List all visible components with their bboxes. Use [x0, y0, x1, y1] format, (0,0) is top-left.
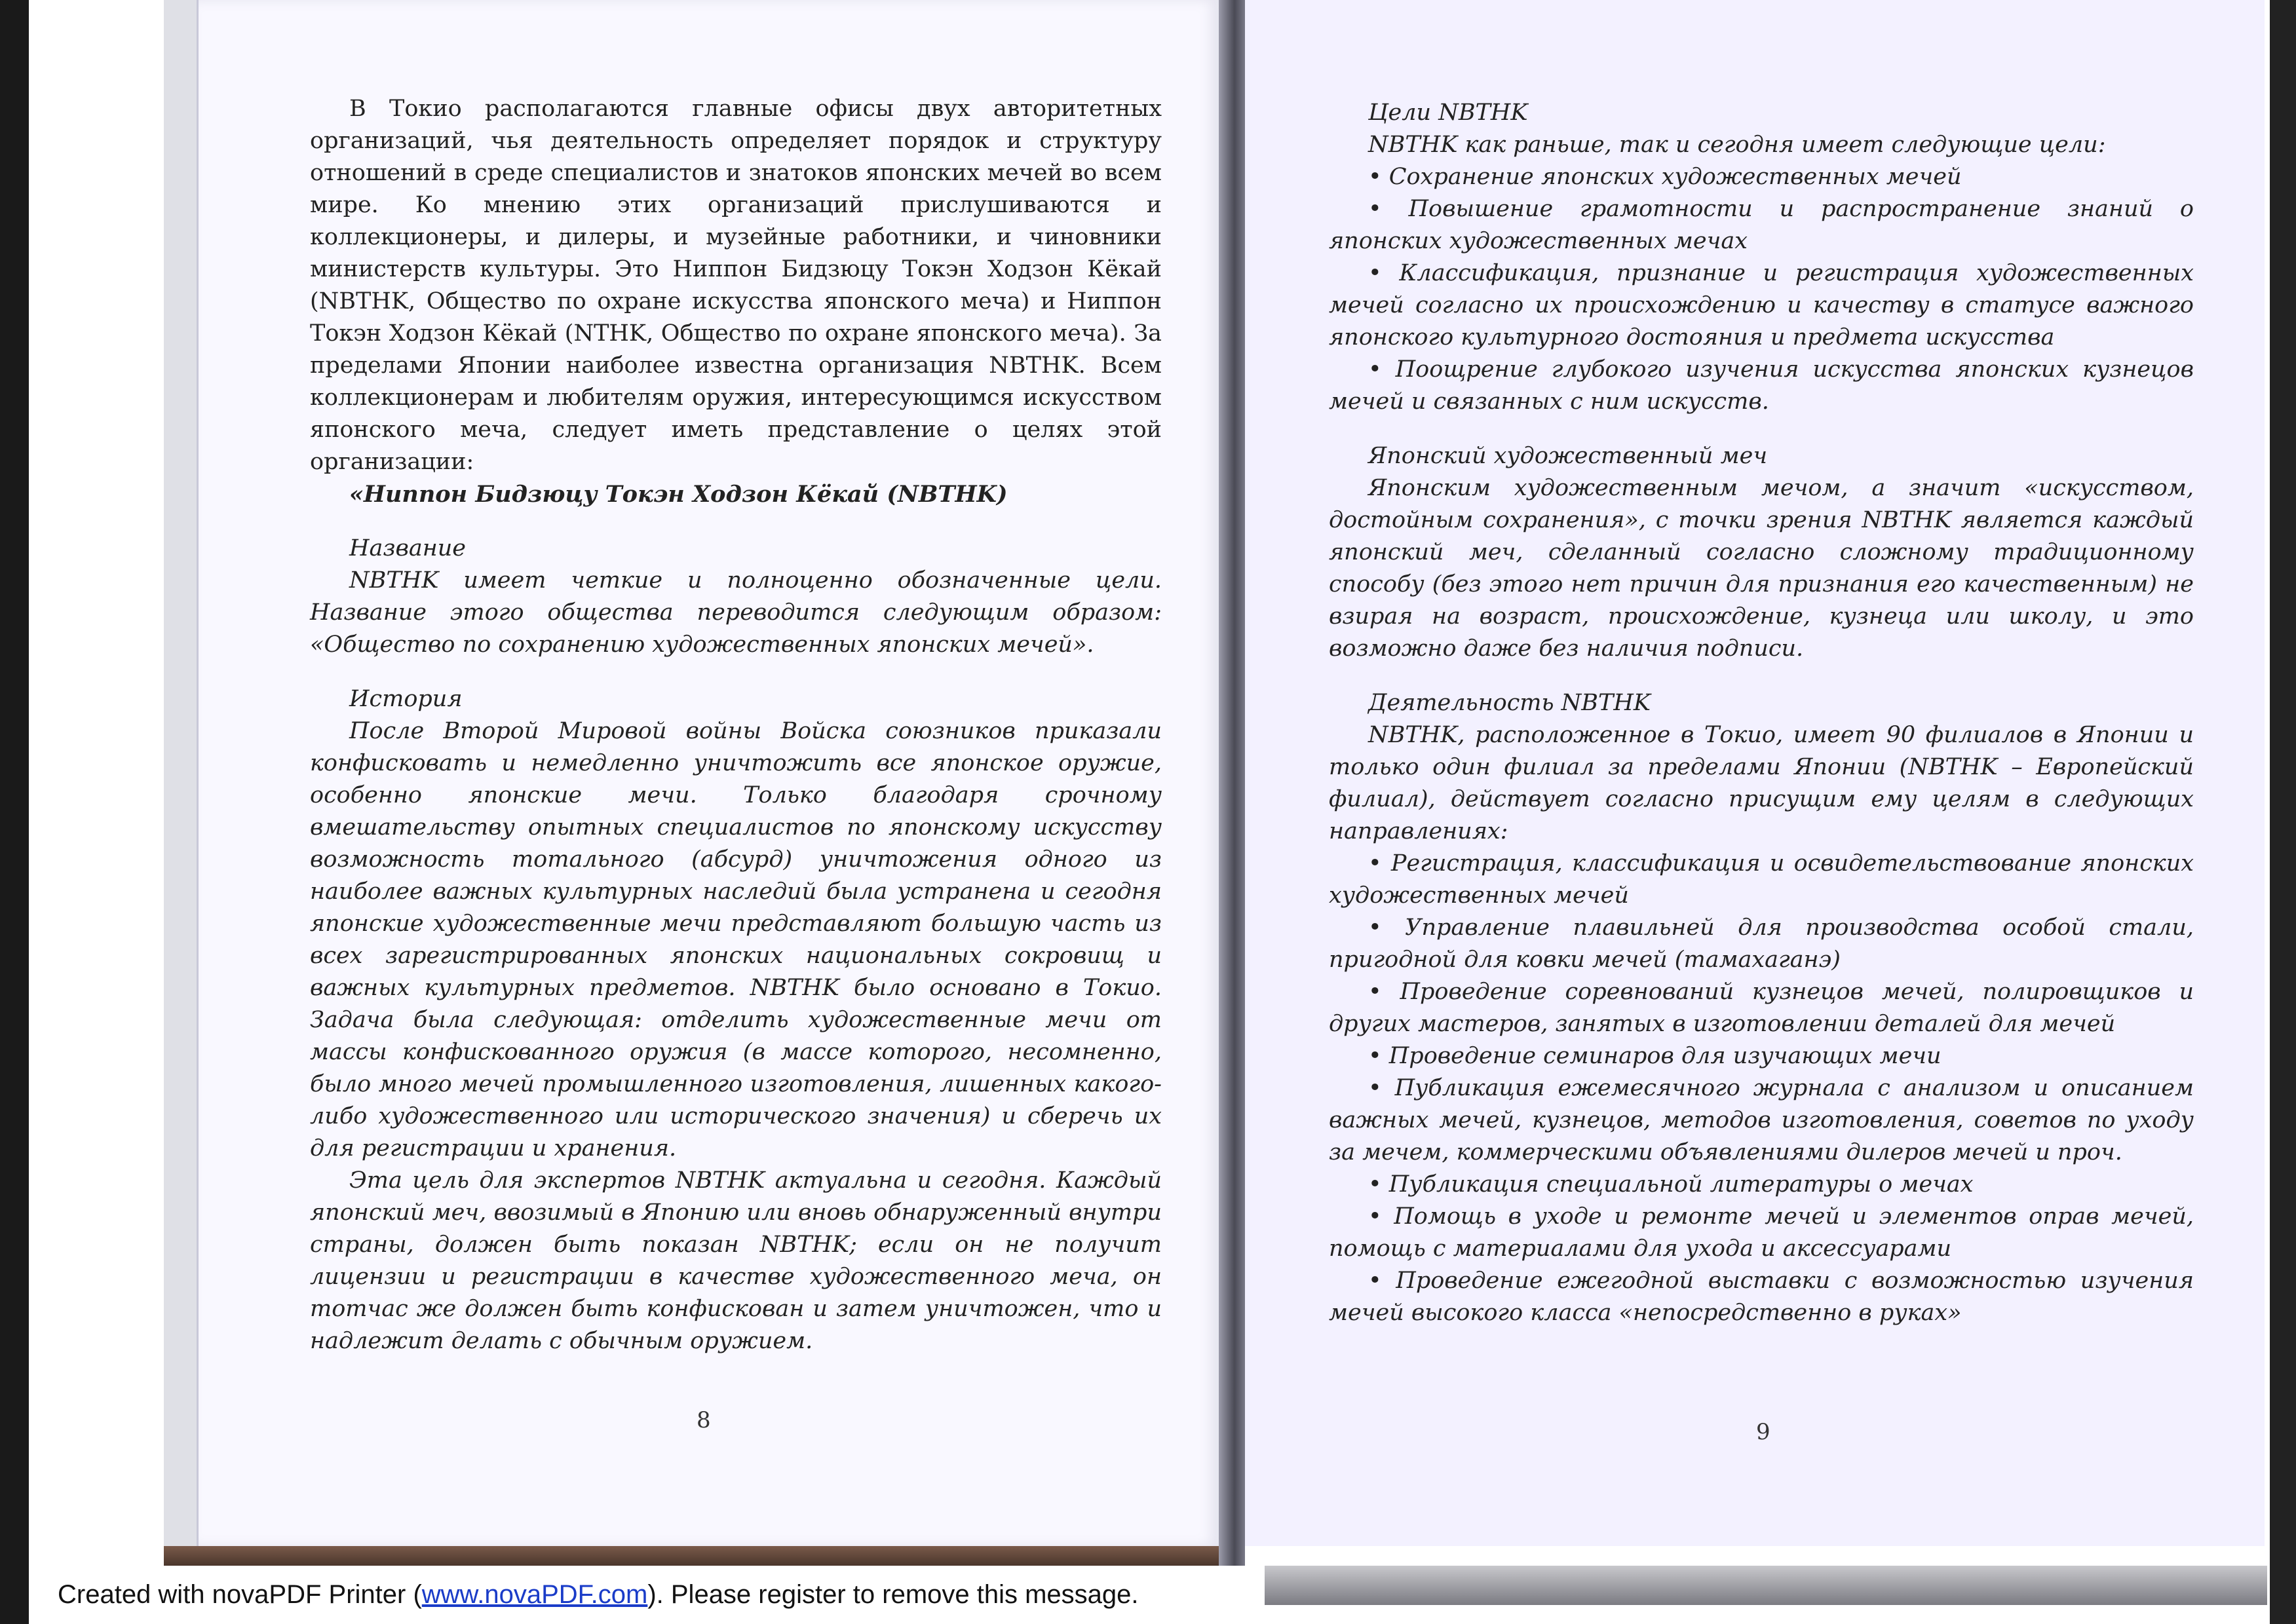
novapdf-watermark [46, 1566, 1265, 1624]
paragraph: Эта цель для экспертов NBTHK актуальна и сегодня. Каждый японский меч, ввозимый в Японию или вновь обнаруженный внутри страны, должен быть показан NBTHK; если он не получит лицензии и регистрации в качестве художественного меча, он тотчас же должен быть конфискован и затем уничтожен, что и надлежит делать с обычным оружием. [310, 1167, 1162, 1354]
watermark-prefix: Created with novaPDF Printer ( [58, 1580, 422, 1609]
section-heading-bold: «Ниппон Бидзюцу Токэн Ходзон Кёкай (NBTHK) [349, 481, 1008, 508]
paragraph: NBTHK имеет четкие и полноценно обозначенные цели. Название этого общества переводится следующим образом: «Общество по сохранению художественных японских мечей». [310, 567, 1162, 658]
list-item: • Классификация, признание и регистрация художественных мечей согласно их происхождению и качеству в статусе важного японского культурного достояния и предмета искусства [1329, 260, 2194, 350]
right-page-text [1329, 97, 2194, 1329]
list-item: • Регистрация, классификация и освидетельствование японских художественных мечей [1329, 850, 2194, 909]
right-page [1245, 0, 2265, 1546]
list-item: • Публикация специальной литературы о мечах [1368, 1171, 1974, 1198]
paragraph: NBTHK, расположенное в Токио, имеет 90 филиалов в Японии и только один филиал за пределами Японии (NBTHK – Европейский филиал), действует согласно присущим ему целям в следующих направлениях: [1329, 722, 2194, 844]
list-item: • Публикация ежемесячного журнала с анализом и описанием важных мечей, кузнецов, методов изготовления, советов по уходу за мечем, коммерческими объявлениями дилеров мечей и проч. [1329, 1075, 2194, 1165]
page-number: 8 [697, 1407, 711, 1433]
list-item: • Поощрение глубокого изучения искусства японских кузнецов мечей и связанных с ним искусств. [1329, 356, 2194, 415]
section-heading: Японский художественный меч [1368, 443, 1768, 469]
list-item: • Помощь в уходе и ремонте мечей и элементов оправ мечей, помощь с материалами для ухода и аксессуарами [1329, 1203, 2194, 1262]
paragraph: Японским художественным мечом, а значит «искусством, достойным сохранения», с точки зрения NBTHK является каждый японский меч, сделанный согласно сложному традиционному способу (без этого нет причин для признания его качественным) не взирая на возраст, происхождение, кузнеца или школу, и это возможно даже без наличия подписи. [1329, 475, 2194, 662]
scan-edge-left [0, 0, 29, 1624]
list-item: • Проведение соревнований кузнецов мечей, полировщиков и других мастеров, занятых в изготовлении деталей для мечей [1329, 979, 2194, 1037]
list-item: • Управление плавильней для производства особой стали, пригодной для ковки мечей (тамахаганэ) [1329, 915, 2194, 973]
section-heading: Название [349, 535, 467, 561]
scan-edge-right [2270, 0, 2296, 1624]
watermark-suffix: ). Please register to remove this message. [647, 1580, 1139, 1609]
list-item: • Проведение семинаров для изучающих мечи [1368, 1043, 1942, 1069]
book-gutter [1219, 0, 1245, 1585]
list-item: • Повышение грамотности и распространение знаний о японских художественных мечах [1329, 196, 2194, 254]
left-page [197, 0, 1219, 1546]
page-number: 9 [1756, 1419, 1770, 1445]
section-heading: Цели NBTHK [1368, 100, 1528, 126]
list-item: • Проведение ежегодной выставки с возможностью изучения мечей высокого класса «непосредственно в руках» [1329, 1268, 2194, 1326]
paragraph: После Второй Мировой войны Войска союзников приказали конфисковать и немедленно уничтожить все японское оружие, особенно японские мечи. Только благодаря срочному вмешательству опытных специалистов по японскому искусству возможность тотального (абсурд) уничтожения одного из наиболее важных культурных наследий была устранена и сегодня японские художественные мечи представляют большую часть из всех зарегистрированных японских национальных сокровищ и важных культурных предметов. NBTHK было основано в Токио. Задача была следующая: отделить художественные мечи от массы конфискованного оружия (в массе которого, несомненно, было много мечей промышленного изготовления, лишенных какого-либо художественного или исторического значения) и сберечь их для регистрации и хранения. [310, 718, 1162, 1161]
list-item: • Сохранение японских художественных мечей [1368, 164, 1962, 190]
section-heading: История [349, 686, 463, 712]
paragraph: NBTHK как раньше, так и сегодня имеет следующие цели: [1368, 132, 2106, 158]
book-bottom-edge [1219, 1566, 2267, 1605]
watermark-link[interactable]: www.novaPDF.com [421, 1580, 648, 1609]
paragraph: В Токио располагаются главные офисы двух авторитетных организаций, чья деятельность определяет порядок и структуру отношений в среде специалистов и знатоков японских мечей во всем мире. Ко мнению этих организаций прислушиваются и коллекционеры, и дилеры, и музейные работники, и чиновники министерств культуры. Это Ниппон Бидзюцу Токэн Ходзон Кёкай (NBTHK, Общество по охране искусства японского меча) и Ниппон Токэн Ходзон Кёкай (NTHK, Общество по охране японского меча). За пределами Японии наиболее известна организация NBTHK. Всем коллекционерам и любителям оружия, интересующимся искусством японского меча, следует иметь представление о целях этой организации: [310, 96, 1162, 475]
left-page-text [310, 93, 1162, 1357]
section-heading: Деятельность NBTHK [1368, 690, 1651, 716]
